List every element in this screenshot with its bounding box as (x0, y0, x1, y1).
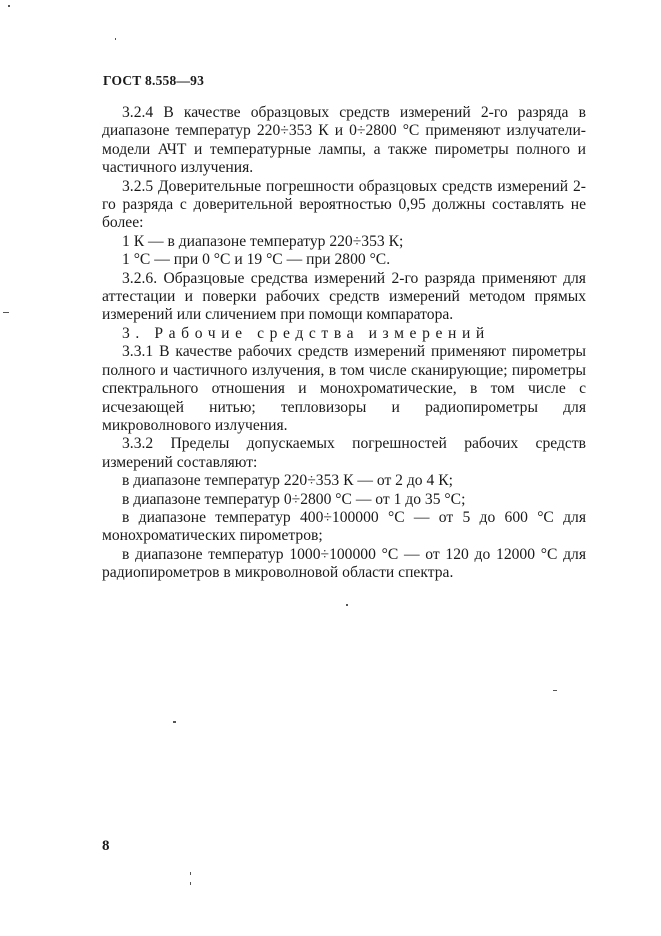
scan-speck (173, 721, 176, 723)
section-title: 3. Рабочие средства измерений (122, 324, 490, 342)
scan-speck (3, 312, 9, 313)
page-number: 8 (102, 838, 110, 854)
scan-speck (8, 5, 10, 7)
clause-3-2-5: 3.2.5 Доверительные погрешности образцовых средств измерений 2-го разряда с доверительной вероятностью 0,95 должны составлять не более: (102, 177, 586, 232)
scan-speck (190, 882, 191, 885)
scan-speck (115, 38, 116, 40)
scan-speck (190, 872, 191, 875)
clause-3-3-2: 3.3.2 Пределы допускаемых погрешностей рабочих средств измерений составляют: (102, 435, 586, 471)
scan-speck (346, 604, 348, 606)
clause-3-2-6: 3.2.6. Образцовые средства измерений 2-го разряда применяют для аттестации и поверки рабочих средств измерений методом прямых измерений или сличением при помощи компаратора. (102, 269, 586, 324)
clause-3-3-2-item-3: в диапазоне температур 400÷100000 °С — от 5 до 600 °С для монохроматических пирометров; (102, 508, 586, 545)
clause-3-3-2-item-4: в диапазоне температур 1000÷100000 °С — от 120 до 12000 °С для радиопирометров в микроволновой области спектра. (102, 545, 586, 582)
clause-3-2-5-item-1: 1 К — в диапазоне температур 220÷353 К; (122, 232, 404, 250)
clause-3-3-1: 3.3.1 В качестве рабочих средств измерений применяют пирометры полного и частичного излучения, в том числе сканирующие; пирометры спектрального отношения и монохроматические, в том числе с исчезающей нитью; тепловизоры и радиопирометры для микроволнового излучения. (102, 343, 586, 434)
document-body (102, 104, 586, 583)
clause-3-3-2-item-2: в диапазоне температур 0÷2800 °С — от 1 до 35 °С; (122, 490, 466, 508)
document-header: ГОСТ 8.558—93 (103, 73, 205, 88)
scan-speck (553, 690, 557, 691)
clause-3-2-4: 3.2.4 В качестве образцовых средств измерений 2-го разряда в диапазоне температур 220÷353 К и 0÷2800 °С применяют излучатели-модели АЧТ и температурные лампы, а также пирометры полного и частичного излучения. (102, 104, 586, 177)
clause-3-2-5-item-2: 1 °С — при 0 °С и 19 °С — при 2800 °С. (122, 251, 391, 269)
clause-3-3-2-item-1: в диапазоне температур 220÷353 К — от 2 до 4 К; (122, 472, 453, 490)
